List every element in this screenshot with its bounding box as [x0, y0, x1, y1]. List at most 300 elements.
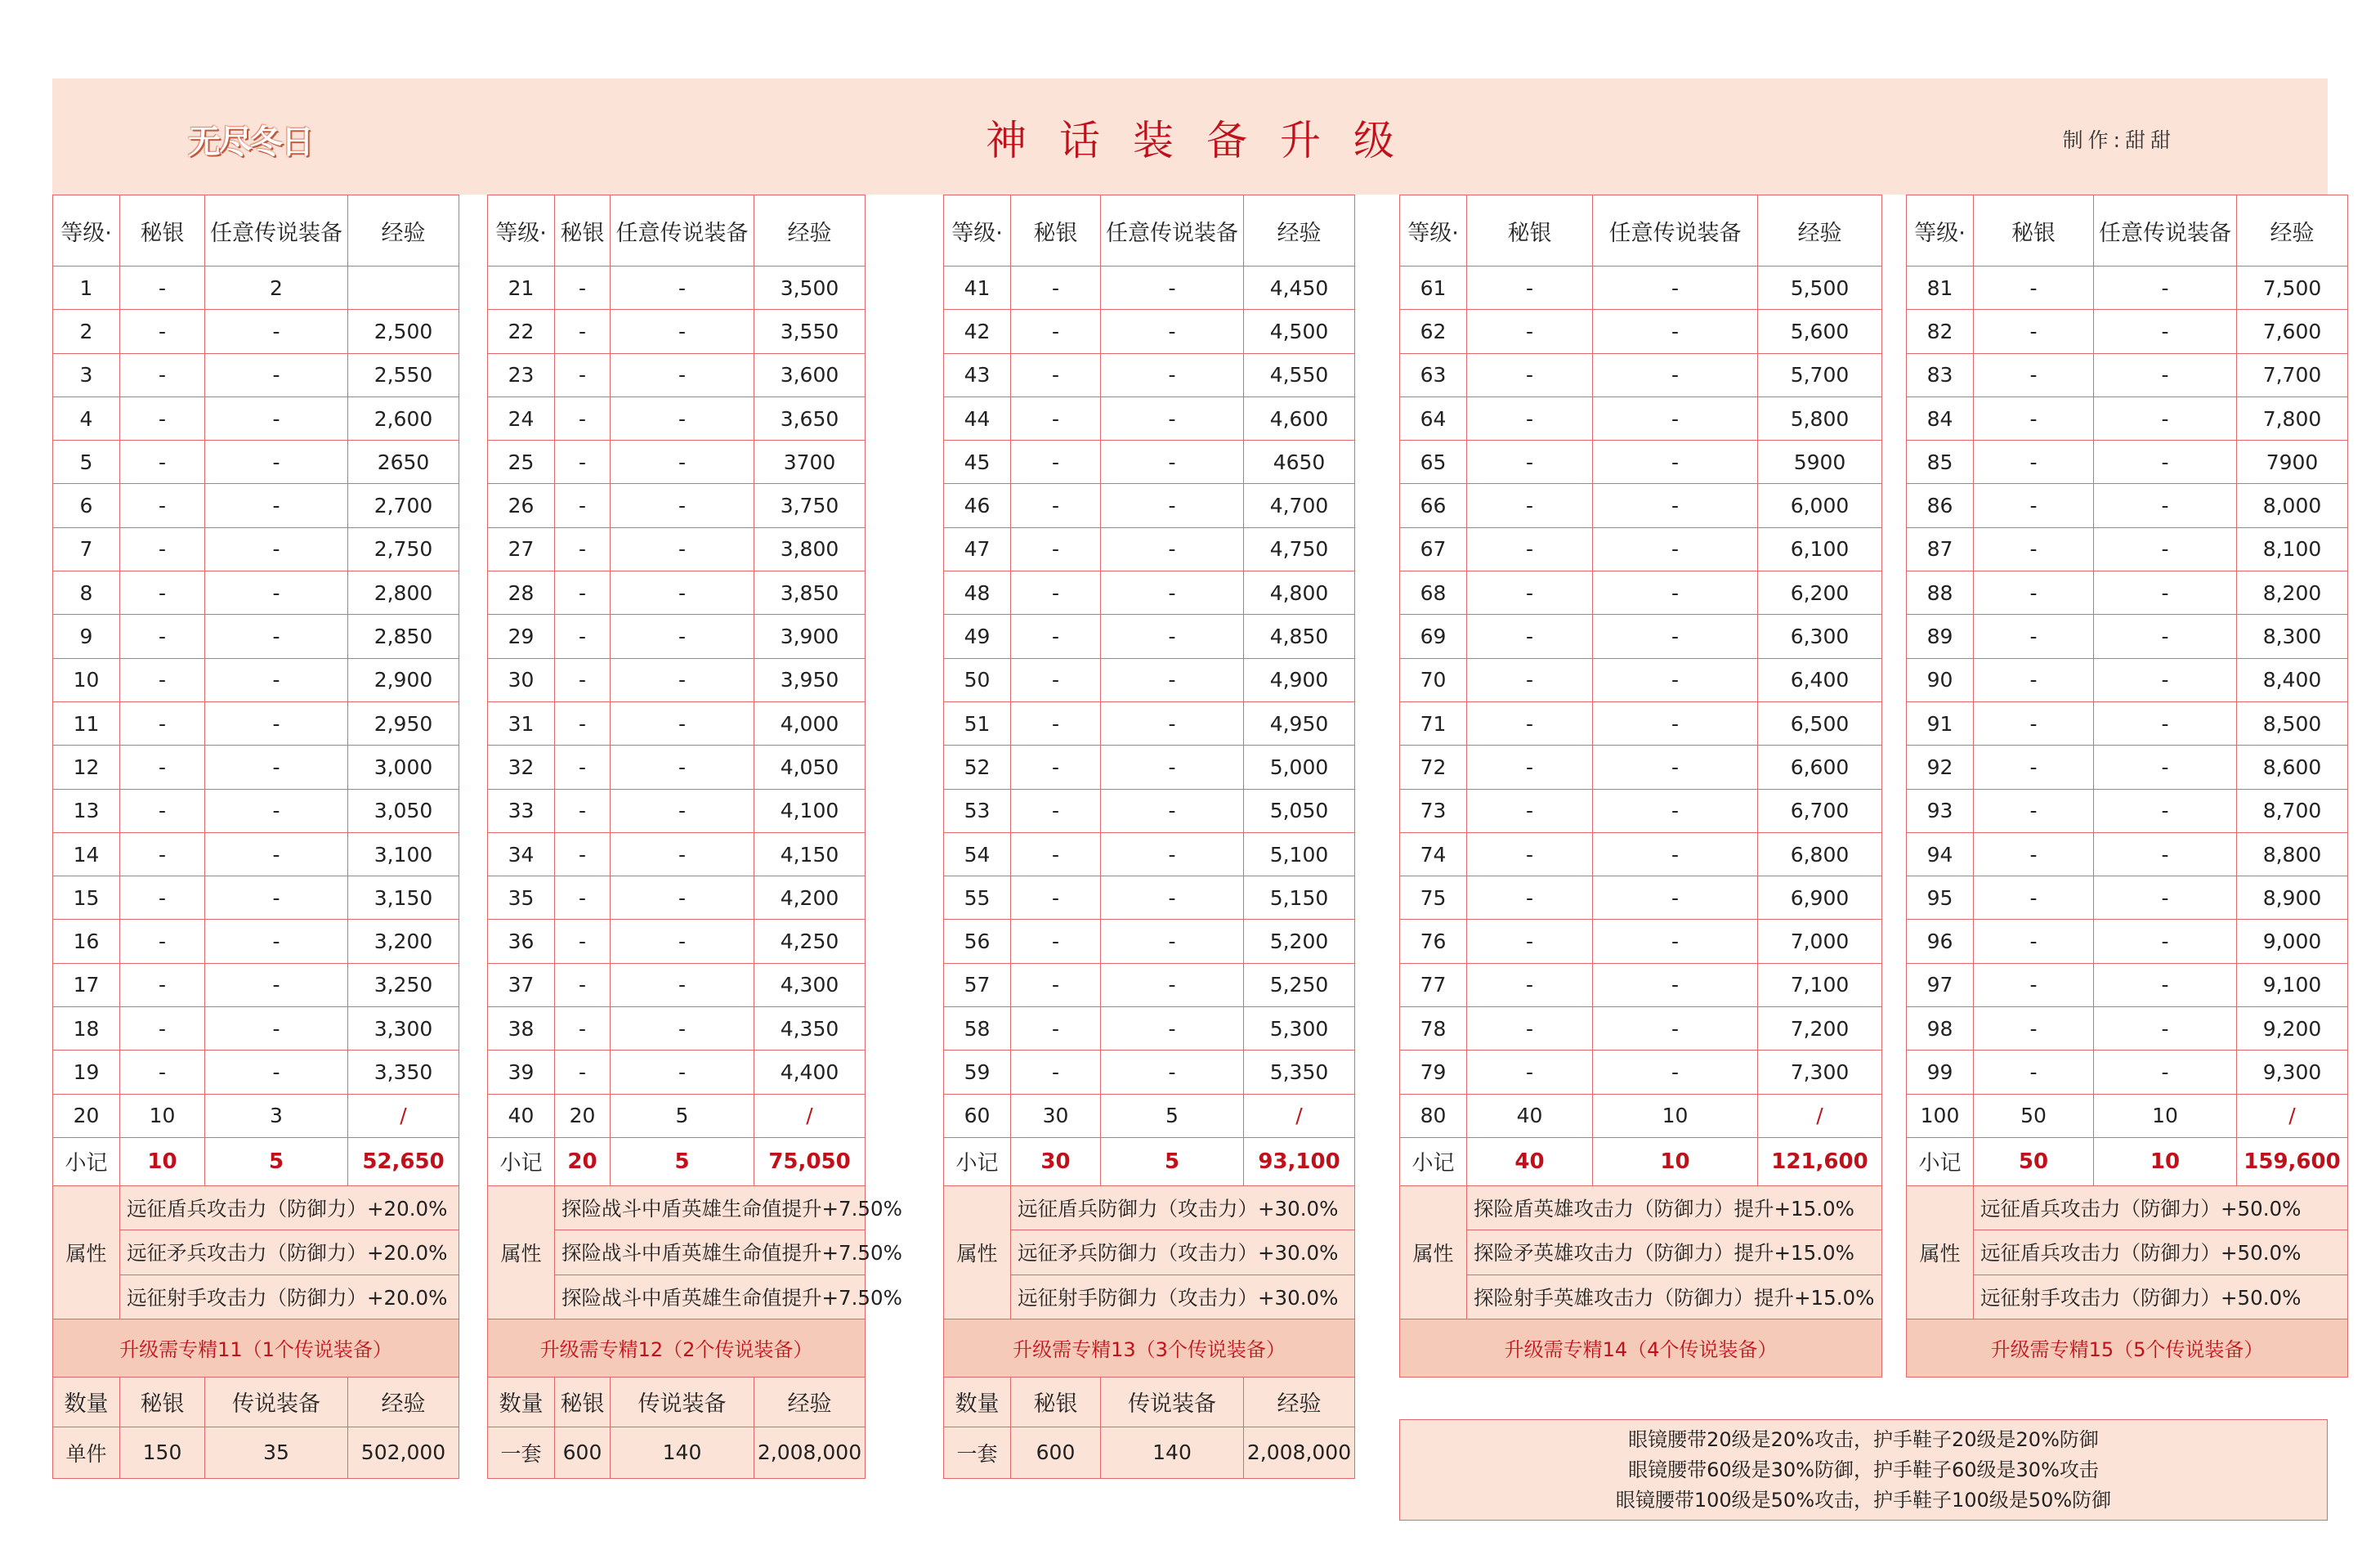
legendary-cell: - — [205, 396, 348, 440]
exp-cell: 9,000 — [2237, 920, 2348, 963]
mithril-cell: - — [1467, 832, 1593, 876]
legendary-cell: - — [205, 615, 348, 658]
col-header-exp: 经验 — [2237, 195, 2348, 267]
table-row — [944, 484, 1355, 527]
mat-legendary: 140 — [1101, 1427, 1244, 1478]
col-header-exp: 经验 — [1244, 195, 1355, 267]
mithril-cell: - — [1011, 658, 1101, 701]
legendary-cell: - — [611, 658, 754, 701]
exp-cell: 9,200 — [2237, 1007, 2348, 1051]
level-cell: 91 — [1907, 701, 1974, 745]
col-header-level: 等级· — [1907, 195, 1974, 267]
legendary-cell: - — [205, 963, 348, 1006]
level-cell: 65 — [1400, 441, 1467, 484]
subtotal-mithril: 40 — [1467, 1137, 1593, 1185]
exp-cell: 4,000 — [754, 701, 866, 745]
exp-cell: 4,950 — [1244, 701, 1355, 745]
table-row — [944, 615, 1355, 658]
legendary-cell: - — [1101, 615, 1244, 658]
exp-cell: 3,650 — [754, 396, 866, 440]
level-cell: 80 — [1400, 1094, 1467, 1137]
mithril-cell: - — [120, 441, 205, 484]
legendary-cell: - — [1593, 267, 1758, 310]
table-row — [1907, 701, 2348, 745]
level-cell: 86 — [1907, 484, 1974, 527]
attribute-bonus: 探险战斗中盾英雄生命值提升+7.50% — [555, 1185, 866, 1230]
table-row — [53, 701, 459, 745]
mat-header-qty: 数量 — [488, 1377, 555, 1427]
exp-cell: 8,800 — [2237, 832, 2348, 876]
legendary-cell: - — [205, 701, 348, 745]
level-cell: 72 — [1400, 746, 1467, 789]
subtotal-exp: 159,600 — [2237, 1137, 2348, 1185]
legendary-cell: - — [1101, 1007, 1244, 1051]
col-header-mithril: 秘银 — [1011, 195, 1101, 267]
exp-cell: 7,200 — [1758, 1007, 1882, 1051]
mithril-cell: - — [555, 527, 611, 571]
mithril-cell: - — [555, 701, 611, 745]
legendary-cell: 5 — [611, 1094, 754, 1137]
attribute-bonus: 远征矛兵防御力（攻击力）+30.0% — [1011, 1230, 1355, 1275]
title-banner — [52, 78, 2328, 195]
legendary-cell: 10 — [2094, 1094, 2237, 1137]
table-row — [1400, 441, 1882, 484]
legendary-cell: - — [205, 484, 348, 527]
col-header-level: 等级· — [488, 195, 555, 267]
table-row — [1907, 571, 2348, 615]
mithril-cell: - — [120, 527, 205, 571]
legendary-cell: - — [1593, 832, 1758, 876]
mithril-cell: - — [1011, 832, 1101, 876]
level-cell: 73 — [1400, 789, 1467, 832]
level-cell: 42 — [944, 310, 1011, 353]
author-credit: 制作:甜甜 — [2062, 128, 2176, 152]
legendary-cell: - — [1593, 963, 1758, 1006]
level-cell: 94 — [1907, 832, 1974, 876]
legendary-cell: - — [205, 527, 348, 571]
exp-cell: 5,250 — [1244, 963, 1355, 1006]
exp-cell: 2,700 — [348, 484, 459, 527]
legendary-cell: - — [611, 701, 754, 745]
attribute-bonus: 远征射手攻击力（防御力）+50.0% — [1974, 1275, 2348, 1319]
upgrade-requirement: 升级需专精11（1个传说装备） — [53, 1319, 459, 1377]
level-cell: 57 — [944, 963, 1011, 1006]
exp-cell: 9,300 — [2237, 1051, 2348, 1094]
mithril-cell: - — [1974, 527, 2094, 571]
level-cell: 25 — [488, 441, 555, 484]
table-row — [1907, 615, 2348, 658]
mithril-cell: - — [1974, 1051, 2094, 1094]
legendary-cell: - — [611, 571, 754, 615]
subtotal-label: 小记 — [53, 1137, 120, 1185]
mithril-cell: 40 — [1467, 1094, 1593, 1137]
table-row — [1907, 658, 2348, 701]
exp-cell: 9,100 — [2237, 963, 2348, 1006]
col-header-exp: 经验 — [1758, 195, 1882, 267]
level-cell: 83 — [1907, 353, 1974, 396]
exp-cell: 4,400 — [754, 1051, 866, 1094]
level-cell: 79 — [1400, 1051, 1467, 1094]
legendary-cell: - — [2094, 789, 2237, 832]
level-cell: 36 — [488, 920, 555, 963]
level-cell: 31 — [488, 701, 555, 745]
mat-header-mithril: 秘银 — [1011, 1377, 1101, 1427]
level-cell: 27 — [488, 527, 555, 571]
exp-cell — [348, 267, 459, 310]
legendary-cell: - — [2094, 701, 2237, 745]
exp-cell: 6,600 — [1758, 746, 1882, 789]
mithril-cell: - — [120, 746, 205, 789]
table-row — [1907, 396, 2348, 440]
legendary-cell: - — [205, 1051, 348, 1094]
legendary-cell: - — [1101, 571, 1244, 615]
mithril-cell: - — [1974, 832, 2094, 876]
table-row — [1400, 789, 1882, 832]
mithril-cell: - — [1011, 701, 1101, 745]
level-cell: 82 — [1907, 310, 1974, 353]
mithril-cell: - — [1467, 658, 1593, 701]
legendary-cell: 10 — [1593, 1094, 1758, 1137]
exp-cell: 5,700 — [1758, 353, 1882, 396]
level-cell: 52 — [944, 746, 1011, 789]
mithril-cell: - — [120, 396, 205, 440]
legendary-cell: - — [2094, 832, 2237, 876]
exp-cell: 7,700 — [2237, 353, 2348, 396]
mithril-cell: - — [1011, 1051, 1101, 1094]
exp-cell: 3,600 — [754, 353, 866, 396]
upgrade-requirement: 升级需专精12（2个传说装备） — [488, 1319, 866, 1377]
level-cell: 2 — [53, 310, 120, 353]
exp-cell: 4,300 — [754, 963, 866, 1006]
exp-cell: 2,550 — [348, 353, 459, 396]
table-row — [944, 1007, 1355, 1051]
legendary-cell: - — [2094, 484, 2237, 527]
exp-cell: 2,600 — [348, 396, 459, 440]
mat-header-mithril: 秘银 — [555, 1377, 611, 1427]
level-cell: 6 — [53, 484, 120, 527]
legendary-cell: - — [611, 789, 754, 832]
table-row — [53, 615, 459, 658]
exp-cell: 5,100 — [1244, 832, 1355, 876]
mat-header-mithril: 秘银 — [120, 1377, 205, 1427]
level-cell: 44 — [944, 396, 1011, 440]
table-row — [488, 267, 866, 310]
legendary-cell: - — [2094, 527, 2237, 571]
level-cell: 71 — [1400, 701, 1467, 745]
mithril-cell: - — [1011, 310, 1101, 353]
legendary-cell: - — [611, 267, 754, 310]
level-cell: 54 — [944, 832, 1011, 876]
level-cell: 11 — [53, 701, 120, 745]
legendary-cell: - — [1101, 963, 1244, 1006]
table-row — [944, 963, 1355, 1006]
exp-cell: / — [1244, 1094, 1355, 1137]
table-row — [1907, 920, 2348, 963]
exp-cell: 3,300 — [348, 1007, 459, 1051]
upgrade-requirement: 升级需专精15（5个传说装备） — [1907, 1319, 2348, 1377]
subtotal-legendary: 10 — [1593, 1137, 1758, 1185]
mithril-cell: - — [1467, 441, 1593, 484]
legendary-cell: 3 — [205, 1094, 348, 1137]
level-cell: 62 — [1400, 310, 1467, 353]
table-row — [488, 441, 866, 484]
legendary-cell: - — [1101, 746, 1244, 789]
table-row — [53, 571, 459, 615]
mithril-cell: - — [120, 658, 205, 701]
exp-cell: 5,050 — [1244, 789, 1355, 832]
table-row — [1400, 876, 1882, 920]
table-row — [944, 310, 1355, 353]
mat-qty: 一套 — [944, 1427, 1011, 1478]
exp-cell: / — [1758, 1094, 1882, 1137]
table-row — [944, 832, 1355, 876]
table-row — [53, 527, 459, 571]
table-row — [53, 658, 459, 701]
exp-cell: 4,800 — [1244, 571, 1355, 615]
exp-cell: 4,100 — [754, 789, 866, 832]
legendary-cell: - — [1593, 310, 1758, 353]
mithril-cell: - — [555, 571, 611, 615]
mithril-cell: - — [555, 1051, 611, 1094]
mithril-cell: - — [1011, 571, 1101, 615]
table-row — [1400, 571, 1882, 615]
level-block-1 — [52, 195, 459, 1479]
table-row — [1400, 1051, 1882, 1094]
level-cell: 17 — [53, 963, 120, 1006]
level-cell: 88 — [1907, 571, 1974, 615]
exp-cell: 3,350 — [348, 1051, 459, 1094]
level-cell: 29 — [488, 615, 555, 658]
mithril-cell: - — [1011, 876, 1101, 920]
mithril-cell: - — [1011, 615, 1101, 658]
legendary-cell: - — [1101, 658, 1244, 701]
subtotal-label: 小记 — [1907, 1137, 1974, 1185]
mat-header-legendary: 传说装备 — [205, 1377, 348, 1427]
table-row — [488, 1051, 866, 1094]
exp-cell: 8,000 — [2237, 484, 2348, 527]
exp-cell: 5,000 — [1244, 746, 1355, 789]
mithril-cell: - — [1467, 1051, 1593, 1094]
exp-cell: 4,900 — [1244, 658, 1355, 701]
mithril-cell: - — [1974, 396, 2094, 440]
legendary-cell: - — [1101, 484, 1244, 527]
equipment-note — [1399, 1419, 2328, 1521]
exp-cell: 4,050 — [754, 746, 866, 789]
subtotal-legendary: 5 — [1101, 1137, 1244, 1185]
exp-cell: 2650 — [348, 441, 459, 484]
mithril-cell: - — [1011, 353, 1101, 396]
level-cell: 96 — [1907, 920, 1974, 963]
table-row — [53, 310, 459, 353]
legendary-cell: 2 — [205, 267, 348, 310]
mithril-cell: - — [555, 746, 611, 789]
mithril-cell: - — [120, 353, 205, 396]
level-cell: 89 — [1907, 615, 1974, 658]
mithril-cell: 50 — [1974, 1094, 2094, 1137]
mithril-cell: - — [1974, 310, 2094, 353]
table-row — [488, 353, 866, 396]
mithril-cell: - — [1467, 310, 1593, 353]
legendary-cell: - — [611, 441, 754, 484]
level-cell: 55 — [944, 876, 1011, 920]
attribute-label: 属性 — [944, 1185, 1011, 1319]
legendary-cell: - — [1101, 1051, 1244, 1094]
level-cell: 7 — [53, 527, 120, 571]
table-row — [488, 746, 866, 789]
exp-cell: 4,700 — [1244, 484, 1355, 527]
table-row — [944, 1051, 1355, 1094]
mat-exp: 502,000 — [348, 1427, 459, 1478]
exp-cell: 4,150 — [754, 832, 866, 876]
exp-cell: / — [348, 1094, 459, 1137]
subtotal-mithril: 10 — [120, 1137, 205, 1185]
attribute-bonus: 远征射手防御力（攻击力）+30.0% — [1011, 1275, 1355, 1319]
exp-cell: 6,300 — [1758, 615, 1882, 658]
exp-cell: 4,450 — [1244, 267, 1355, 310]
table-row — [944, 920, 1355, 963]
note-line: 眼镜腰带20级是20%攻击，护手鞋子20级是20%防御 — [1628, 1427, 2099, 1451]
mat-header-exp: 经验 — [348, 1377, 459, 1427]
mithril-cell: - — [120, 571, 205, 615]
mithril-cell: - — [555, 484, 611, 527]
level-cell: 15 — [53, 876, 120, 920]
exp-cell: 3,050 — [348, 789, 459, 832]
legendary-cell: - — [1593, 701, 1758, 745]
exp-cell: 3,900 — [754, 615, 866, 658]
level-cell: 14 — [53, 832, 120, 876]
exp-cell: 8,100 — [2237, 527, 2348, 571]
legendary-cell: - — [1593, 876, 1758, 920]
exp-cell: 3,100 — [348, 832, 459, 876]
mat-exp: 2,008,000 — [754, 1427, 866, 1478]
table-row — [53, 267, 459, 310]
exp-cell: 7,500 — [2237, 267, 2348, 310]
level-cell: 13 — [53, 789, 120, 832]
subtotal-label: 小记 — [944, 1137, 1011, 1185]
exp-cell: 6,800 — [1758, 832, 1882, 876]
attribute-label: 属性 — [488, 1185, 555, 1319]
level-cell: 4 — [53, 396, 120, 440]
exp-cell: 8,700 — [2237, 789, 2348, 832]
subtotal-legendary: 5 — [205, 1137, 348, 1185]
table-row — [944, 1094, 1355, 1137]
mithril-cell: - — [555, 658, 611, 701]
exp-cell: 3,750 — [754, 484, 866, 527]
mithril-cell: - — [120, 310, 205, 353]
legendary-cell: - — [205, 789, 348, 832]
mithril-cell: - — [120, 1051, 205, 1094]
table-row — [488, 658, 866, 701]
mithril-cell: - — [1974, 658, 2094, 701]
mithril-cell: - — [1011, 267, 1101, 310]
table-row — [944, 441, 1355, 484]
exp-cell: 8,900 — [2237, 876, 2348, 920]
legendary-cell: - — [205, 1007, 348, 1051]
col-header-legendary: 任意传说装备 — [1593, 195, 1758, 267]
level-cell: 8 — [53, 571, 120, 615]
mithril-cell: - — [1467, 267, 1593, 310]
subtotal-label: 小记 — [488, 1137, 555, 1185]
legendary-cell: - — [2094, 615, 2237, 658]
attribute-bonus: 探险战斗中盾英雄生命值提升+7.50% — [555, 1230, 866, 1275]
exp-cell: 4650 — [1244, 441, 1355, 484]
legendary-cell: - — [2094, 441, 2237, 484]
level-cell: 63 — [1400, 353, 1467, 396]
legendary-cell: - — [1593, 353, 1758, 396]
legendary-cell: - — [1101, 876, 1244, 920]
legendary-cell: - — [2094, 267, 2237, 310]
exp-cell: 4,250 — [754, 920, 866, 963]
upgrade-requirement: 升级需专精13（3个传说装备） — [944, 1319, 1355, 1377]
exp-cell: 5,150 — [1244, 876, 1355, 920]
mithril-cell: - — [1011, 920, 1101, 963]
table-row — [488, 571, 866, 615]
legendary-cell: - — [611, 484, 754, 527]
col-header-exp: 经验 — [348, 195, 459, 267]
exp-cell: 6,000 — [1758, 484, 1882, 527]
subtotal-legendary: 5 — [611, 1137, 754, 1185]
legendary-cell: - — [1593, 527, 1758, 571]
mithril-cell: - — [1011, 963, 1101, 1006]
level-cell: 33 — [488, 789, 555, 832]
mithril-cell: - — [1974, 571, 2094, 615]
level-block-4 — [1399, 195, 1882, 1378]
mithril-cell: - — [555, 789, 611, 832]
legendary-cell: - — [2094, 396, 2237, 440]
table-row — [944, 353, 1355, 396]
mithril-cell: - — [555, 920, 611, 963]
subtotal-mithril: 30 — [1011, 1137, 1101, 1185]
mithril-cell: 30 — [1011, 1094, 1101, 1137]
level-cell: 81 — [1907, 267, 1974, 310]
level-cell: 75 — [1400, 876, 1467, 920]
exp-cell: 3,150 — [348, 876, 459, 920]
legendary-cell: - — [611, 746, 754, 789]
exp-cell: 3,200 — [348, 920, 459, 963]
legendary-cell: - — [1101, 832, 1244, 876]
exp-cell: 6,400 — [1758, 658, 1882, 701]
mithril-cell: - — [1974, 746, 2094, 789]
subtotal-mithril: 20 — [555, 1137, 611, 1185]
exp-cell: 4,200 — [754, 876, 866, 920]
table-row — [1400, 658, 1882, 701]
attribute-bonus: 远征射手攻击力（防御力）+20.0% — [120, 1275, 459, 1319]
table-row — [1400, 832, 1882, 876]
legendary-cell: - — [205, 571, 348, 615]
note-line: 眼镜腰带60级是30%防御，护手鞋子60级是30%攻击 — [1628, 1458, 2099, 1481]
legendary-cell: - — [611, 353, 754, 396]
legendary-cell: - — [1101, 267, 1244, 310]
exp-cell: / — [754, 1094, 866, 1137]
level-cell: 66 — [1400, 484, 1467, 527]
note-text — [1400, 1420, 2328, 1521]
legendary-cell: - — [611, 615, 754, 658]
legendary-cell: - — [1101, 920, 1244, 963]
legendary-cell: - — [1101, 441, 1244, 484]
table-row — [1400, 701, 1882, 745]
level-cell: 59 — [944, 1051, 1011, 1094]
legendary-cell: - — [1593, 484, 1758, 527]
level-cell: 70 — [1400, 658, 1467, 701]
col-header-legendary: 任意传说装备 — [611, 195, 754, 267]
legendary-cell: - — [1593, 615, 1758, 658]
legendary-cell: - — [1593, 658, 1758, 701]
col-header-exp: 经验 — [754, 195, 866, 267]
exp-cell: 2,950 — [348, 701, 459, 745]
level-cell: 41 — [944, 267, 1011, 310]
mithril-cell: - — [120, 963, 205, 1006]
mithril-cell: - — [1467, 920, 1593, 963]
